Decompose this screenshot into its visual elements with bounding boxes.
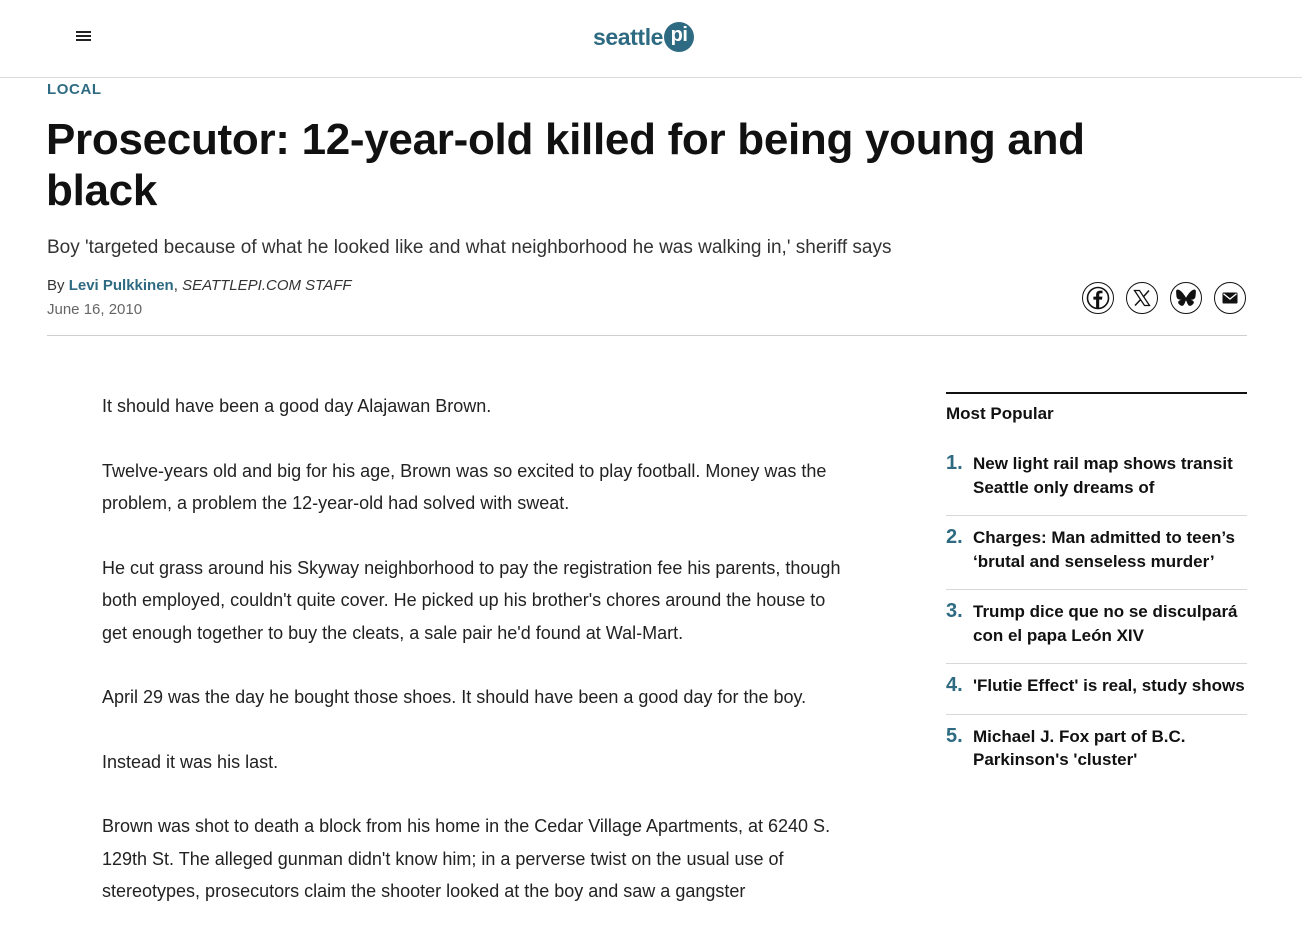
share-bar <box>1082 282 1246 314</box>
publish-date: June 16, 2010 <box>47 301 143 318</box>
article-paragraph: Twelve-years old and big for his age, Brown was so excited to play football. Money was the problem, a problem the 12-year-old had solved with sweat. <box>102 460 827 513</box>
share-facebook-button[interactable] <box>1082 282 1114 314</box>
popular-item-link[interactable]: Charges: Man admitted to teen’s ‘brutal and senseless murder’ <box>973 528 1235 571</box>
article-paragraph: Instead it was his last. <box>102 751 279 772</box>
popular-item-number: 3. <box>946 600 963 622</box>
popular-item-link[interactable]: New light rail map shows transit Seattle only dreams of <box>973 454 1233 497</box>
share-x-button[interactable] <box>1126 282 1158 314</box>
popular-item-number: 4. <box>946 674 963 696</box>
byline-separator: , <box>173 277 178 294</box>
bluesky-icon <box>1176 289 1196 307</box>
popular-item-number: 2. <box>946 526 963 548</box>
popular-item[interactable] <box>946 715 1247 788</box>
site-header <box>0 0 1302 78</box>
author-link[interactable]: Levi Pulkkinen <box>68 277 174 294</box>
share-bluesky-button[interactable] <box>1170 282 1202 314</box>
hamburger-icon-bar <box>76 35 91 37</box>
popular-item-number: 5. <box>946 724 963 747</box>
subheadline: Boy 'targeted because of what he looked like and what neighborhood he was walking in,' sheriff says <box>47 237 892 258</box>
popular-item[interactable] <box>946 516 1247 590</box>
most-popular-title: Most Popular <box>946 404 1054 423</box>
byline-prefix: By <box>47 277 65 294</box>
x-icon <box>1133 289 1151 307</box>
hamburger-icon-bar <box>76 39 91 41</box>
article-paragraph: Brown was shot to death a block from his home in the Cedar Village Apartments, at 6240 S. 129th St. The alleged gunman didn't know him; in a perverse twist on the usual use of stereotypes, prosecutors claim the shooter looked at the boy and saw a gangster <box>102 816 831 901</box>
byline <box>47 276 352 296</box>
logo-text: seattle <box>593 23 664 50</box>
email-icon <box>1222 292 1238 304</box>
article-paragraph: April 29 was the day he bought those shoes. It should have been a good day for the boy. <box>102 687 807 707</box>
site-logo[interactable] <box>593 20 694 54</box>
popular-item[interactable] <box>946 442 1247 516</box>
hamburger-icon-bar <box>76 31 91 33</box>
article-body <box>102 390 842 940</box>
section-label[interactable]: LOCAL <box>47 81 102 98</box>
popular-item-link[interactable]: Trump dice que no se disculpará con el papa León XIV <box>973 602 1238 645</box>
logo-pi-circle: pi <box>664 22 694 52</box>
menu-button[interactable] <box>76 31 91 43</box>
article-paragraph: It should have been a good day Alajawan Brown. <box>102 396 492 416</box>
facebook-icon <box>1086 286 1110 310</box>
popular-item[interactable] <box>946 590 1247 664</box>
headline: Prosecutor: 12-year-old killed for being young and black <box>46 115 1085 215</box>
popular-item-link[interactable]: Michael J. Fox part of B.C. Parkinson's 'cluster' <box>973 726 1186 769</box>
share-email-button[interactable] <box>1214 282 1246 314</box>
popular-item[interactable] <box>946 664 1247 715</box>
most-popular-widget <box>946 392 1247 788</box>
header-divider <box>47 335 1247 336</box>
popular-item-link[interactable]: 'Flutie Effect' is real, study shows <box>973 676 1245 695</box>
author-affiliation: SEATTLEPI.COM STAFF <box>182 277 352 294</box>
article-paragraph: He cut grass around his Skyway neighborhood to pay the registration fee his parents, though both employed, couldn't quite cover. He picked up his brother's chores around the house to get enough together to buy the cleats, a sale pair he'd found at Wal-Mart. <box>102 557 841 643</box>
popular-item-number: 1. <box>946 452 963 474</box>
